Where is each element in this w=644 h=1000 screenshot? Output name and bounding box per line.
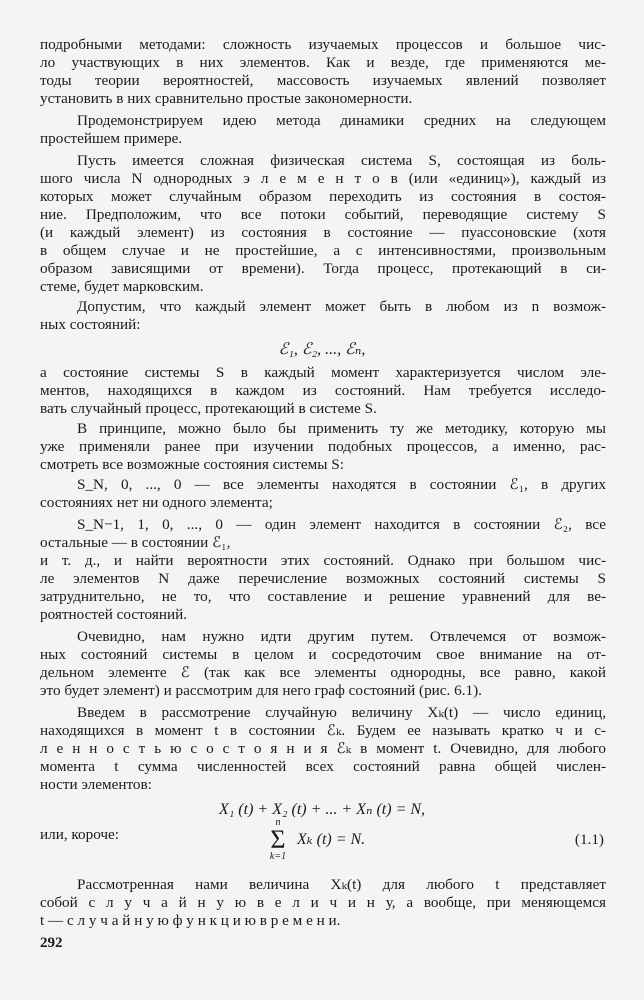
text-line: ментов, находящихся в каждом из состояний. Нам требуется исследо-	[40, 382, 606, 399]
text-line: Продемонстрируем идею метода динамики средних на следующем	[77, 112, 606, 129]
text-line: а состояние системы S в каждый момент характеризуется числом эле-	[40, 364, 606, 381]
text-line: уже применяли ранее при изучении подобных процессов, а именно, рас-	[40, 438, 606, 455]
text-line: или, короче:	[40, 826, 120, 843]
text-line: шого числа N однородных э л е м е н т о в (или «единиц»), каждый из	[40, 170, 606, 187]
text-line: состояниях нет ни одного элемента;	[40, 494, 273, 511]
text-line: ло участвующих в них элементов. Как и везде, где применяются ме-	[40, 54, 606, 71]
text-line: л е н н о с т ь ю с о с т о я н и я ℰₖ в момент t. Очевидно, для любого	[40, 740, 606, 757]
text-line: роятностей состояний.	[40, 606, 188, 623]
text-line: образом зависящими от времени). Тогда процесс, протекающий в си-	[40, 260, 606, 277]
text-line: t — с л у ч а й н у ю ф у н к ц и ю в р е м е н и.	[40, 912, 341, 929]
text-line: Введем в рассмотрение случайную величину Xₖ(t) — число единиц,	[77, 704, 606, 721]
text-line: это будет элемент) и рассмотрим для него граф состояний (рис. 6.1).	[40, 682, 482, 699]
sum-lower-limit: k=1	[269, 851, 287, 862]
text-line: (и каждый элемент) из состояния в состояние — пуассоновские (хотя	[40, 224, 606, 241]
text-line: ных состояний системы в целом и сосредоточим свое внимание на от-	[40, 646, 606, 663]
text-line: остальные — в состоянии ℰ₁,	[40, 534, 231, 551]
text-line: ние. Предположим, что все потоки событий, переводящие систему S	[40, 206, 606, 223]
text-line: и т. д., и найти вероятности этих состояний. Однако при большом чис-	[40, 552, 606, 569]
formula-sum: Xₖ (t) = N.	[297, 831, 366, 848]
text-line: В принципе, можно было бы применить ту же методику, которую мы	[77, 420, 606, 437]
formula-states: ℰ₁, ℰ₂, ..., ℰₙ,	[278, 341, 366, 358]
equation-number: (1.1)	[574, 831, 604, 848]
text-line: Пусть имеется сложная физическая система S, состоящая из боль-	[77, 152, 606, 169]
page-number: 292	[40, 935, 63, 951]
text-line: Очевидно, нам нужно идти другим путем. Отвлечемся от возмож-	[77, 628, 606, 645]
text-line: ных состояний:	[40, 316, 141, 333]
text-line: тоды теории вероятностей, массовость изучаемых явлений позволяет	[40, 72, 606, 89]
text-line: S_N, 0, ..., 0 — все элементы находятся в состоянии ℰ₁, в других	[77, 476, 606, 493]
text-line: которых может случайным образом переходить из состояния в состоя-	[40, 188, 606, 205]
text-line: S_N−1, 1, 0, ..., 0 — один элемент находится в состоянии ℰ₂, все	[77, 516, 606, 533]
text-line: стеме, будет марковским.	[40, 278, 204, 295]
sigma-glyph: Σ	[270, 825, 286, 854]
text-line: Рассмотренная нами величина Xₖ(t) для любого t представляет	[77, 876, 606, 893]
text-line: ле элементов N даже перечисление возможных состояний системы S	[40, 570, 606, 587]
formula-sum-expanded: X₁ (t) + X₂ (t) + ... + Xₙ (t) = N,	[218, 801, 426, 818]
text-line: дельном элементе ℰ (так как все элементы однородны, все равно, какой	[40, 664, 606, 681]
text-line: вать случайный процесс, протекающий в системе S.	[40, 400, 377, 417]
text-line: установить в них сравнительно простые закономерности.	[40, 90, 413, 107]
sum-upper-limit: n	[275, 817, 281, 828]
text-line: Допустим, что каждый элемент может быть в любом из n возмож-	[77, 298, 606, 315]
text-line: простейшем примере.	[40, 130, 183, 147]
text-line: собой с л у ч а й н у ю в е л и ч и н у, а вообще, при меняющемся	[40, 894, 606, 911]
text-line: смотреть все возможные состояния системы S:	[40, 456, 344, 473]
text-line: ности элементов:	[40, 776, 152, 793]
summation-symbol	[263, 818, 293, 862]
text-line: момента t сумма численностей всех состояний равна общей числен-	[40, 758, 606, 775]
text-line: затруднительно, не то, что составление и решение уравнений для ве-	[40, 588, 606, 605]
text-line: в общем случае и не простейшие, а с интенсивностями, произвольным	[40, 242, 606, 259]
text-line: находящихся в момент t в состоянии ℰₖ. Будем ее называть кратко ч и с-	[40, 722, 606, 739]
text-line: подробными методами: сложность изучаемых процессов и большое чис-	[40, 36, 606, 53]
